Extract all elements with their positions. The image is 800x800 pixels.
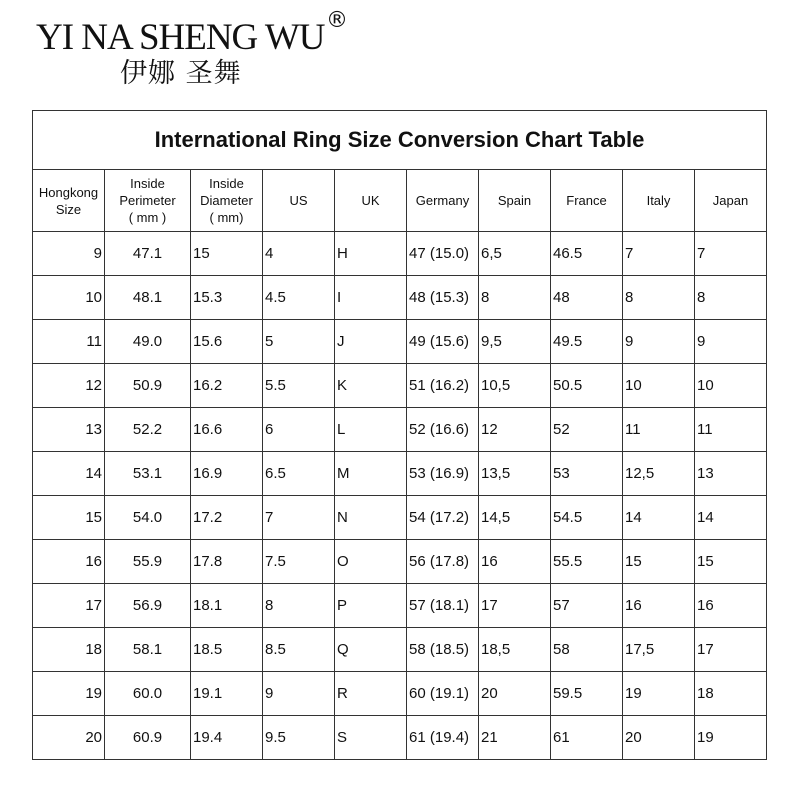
table-cell: 56.9 bbox=[105, 584, 191, 628]
table-cell: 60.0 bbox=[105, 672, 191, 716]
table-cell: 15 bbox=[695, 540, 767, 584]
table-cell: 7 bbox=[695, 232, 767, 276]
table-cell: 11 bbox=[695, 408, 767, 452]
column-header-line: US bbox=[289, 193, 308, 208]
table-cell: 10,5 bbox=[479, 364, 551, 408]
table-cell: 59.5 bbox=[551, 672, 623, 716]
table-cell: 17,5 bbox=[623, 628, 695, 672]
table-cell: S bbox=[335, 716, 407, 760]
table-cell: 17.8 bbox=[191, 540, 263, 584]
table-cell: 15.3 bbox=[191, 276, 263, 320]
table-body bbox=[33, 232, 767, 760]
table-cell: 48 (15.3) bbox=[407, 276, 479, 320]
table-cell: 52 bbox=[551, 408, 623, 452]
table-cell: 57 (18.1) bbox=[407, 584, 479, 628]
table-cell: 14 bbox=[695, 496, 767, 540]
column-header bbox=[33, 170, 105, 232]
column-header-line: ( mm) bbox=[209, 210, 244, 225]
table-cell: 6.5 bbox=[263, 452, 335, 496]
column-header-line: ( mm ) bbox=[128, 210, 167, 225]
table-cell: 9 bbox=[695, 320, 767, 364]
table-cell: 18.1 bbox=[191, 584, 263, 628]
table-cell: 8 bbox=[695, 276, 767, 320]
table-cell: 18 bbox=[695, 672, 767, 716]
table-cell: 19 bbox=[623, 672, 695, 716]
table-cell: 58 (18.5) bbox=[407, 628, 479, 672]
column-header-line: Inside bbox=[209, 176, 244, 191]
table-cell: 19.1 bbox=[191, 672, 263, 716]
column-header-line: Spain bbox=[497, 193, 532, 208]
table-cell: 11 bbox=[623, 408, 695, 452]
table-cell: 16 bbox=[479, 540, 551, 584]
table-cell: 49 (15.6) bbox=[407, 320, 479, 364]
table-cell: 6,5 bbox=[479, 232, 551, 276]
table-cell: 58.1 bbox=[105, 628, 191, 672]
table-row bbox=[33, 408, 767, 452]
table-cell: 53 (16.9) bbox=[407, 452, 479, 496]
table-cell: 50.9 bbox=[105, 364, 191, 408]
table-cell: 15 bbox=[33, 496, 105, 540]
table-cell: 60.9 bbox=[105, 716, 191, 760]
table-cell: 7 bbox=[263, 496, 335, 540]
column-header-line: Hongkong bbox=[38, 184, 99, 200]
column-header-line: Japan bbox=[712, 193, 749, 208]
column-header bbox=[551, 170, 623, 232]
table-cell: 16.2 bbox=[191, 364, 263, 408]
table-cell: 9,5 bbox=[479, 320, 551, 364]
table-cell: 9 bbox=[33, 232, 105, 276]
table-cell: 9 bbox=[263, 672, 335, 716]
column-header-line: Italy bbox=[646, 193, 671, 208]
table-cell: 52.2 bbox=[105, 408, 191, 452]
table-cell: P bbox=[335, 584, 407, 628]
table-row bbox=[33, 320, 767, 364]
table-cell: 17 bbox=[695, 628, 767, 672]
column-header bbox=[695, 170, 767, 232]
table-cell: 55.9 bbox=[105, 540, 191, 584]
table-cell: 17 bbox=[33, 584, 105, 628]
column-header-line: Size bbox=[55, 201, 82, 217]
table-cell: 47.1 bbox=[105, 232, 191, 276]
table-row bbox=[33, 364, 767, 408]
brand-chinese-name: 伊娜 圣舞 bbox=[120, 58, 242, 89]
table-row bbox=[33, 496, 767, 540]
table-cell: 50.5 bbox=[551, 364, 623, 408]
table-cell: 15.6 bbox=[191, 320, 263, 364]
table-cell: 51 (16.2) bbox=[407, 364, 479, 408]
table-cell: 46.5 bbox=[551, 232, 623, 276]
column-header bbox=[335, 170, 407, 232]
table-cell: R bbox=[335, 672, 407, 716]
table-cell: 53 bbox=[551, 452, 623, 496]
table-cell: 9.5 bbox=[263, 716, 335, 760]
table-cell: Q bbox=[335, 628, 407, 672]
table-cell: 47 (15.0) bbox=[407, 232, 479, 276]
table-cell: 7.5 bbox=[263, 540, 335, 584]
column-header-line: Germany bbox=[415, 193, 470, 208]
table-row bbox=[33, 452, 767, 496]
brand-name: YI NA SHENG WU bbox=[36, 17, 325, 58]
table-cell: 19.4 bbox=[191, 716, 263, 760]
table-row bbox=[33, 672, 767, 716]
table-cell: 4.5 bbox=[263, 276, 335, 320]
table-cell: 49.5 bbox=[551, 320, 623, 364]
column-header bbox=[407, 170, 479, 232]
table-title: International Ring Size Conversion Chart Table bbox=[33, 111, 767, 170]
table-cell: 4 bbox=[263, 232, 335, 276]
table-cell: O bbox=[335, 540, 407, 584]
table-cell: 8.5 bbox=[263, 628, 335, 672]
table-cell: 18 bbox=[33, 628, 105, 672]
registered-mark: ® bbox=[326, 8, 348, 33]
table-cell: 16.6 bbox=[191, 408, 263, 452]
table-cell: 14 bbox=[623, 496, 695, 540]
table-cell: H bbox=[335, 232, 407, 276]
table-cell: 12,5 bbox=[623, 452, 695, 496]
table-cell: 20 bbox=[623, 716, 695, 760]
column-header bbox=[191, 170, 263, 232]
table-cell: 12 bbox=[479, 408, 551, 452]
table-cell: 5 bbox=[263, 320, 335, 364]
table-cell: 16 bbox=[33, 540, 105, 584]
table-cell: 10 bbox=[623, 364, 695, 408]
table-row bbox=[33, 584, 767, 628]
table-cell: 54 (17.2) bbox=[407, 496, 479, 540]
table-cell: K bbox=[335, 364, 407, 408]
table-cell: 8 bbox=[623, 276, 695, 320]
table-cell: J bbox=[335, 320, 407, 364]
table-cell: 12 bbox=[33, 364, 105, 408]
table-cell: 48.1 bbox=[105, 276, 191, 320]
table-cell: 13 bbox=[695, 452, 767, 496]
table-cell: 54.5 bbox=[551, 496, 623, 540]
table-cell: 8 bbox=[479, 276, 551, 320]
table-cell: 17.2 bbox=[191, 496, 263, 540]
table-cell: 19 bbox=[695, 716, 767, 760]
column-header bbox=[479, 170, 551, 232]
table-cell: 15 bbox=[191, 232, 263, 276]
table-cell: 16 bbox=[623, 584, 695, 628]
table-cell: I bbox=[335, 276, 407, 320]
table-cell: 49.0 bbox=[105, 320, 191, 364]
table-cell: 16.9 bbox=[191, 452, 263, 496]
brand-logo bbox=[36, 8, 366, 96]
table-cell: 56 (17.8) bbox=[407, 540, 479, 584]
column-header-line: France bbox=[566, 193, 607, 208]
table-row bbox=[33, 716, 767, 760]
table-cell: 20 bbox=[33, 716, 105, 760]
ring-size-table bbox=[32, 110, 767, 760]
table-cell: 54.0 bbox=[105, 496, 191, 540]
table-cell: 11 bbox=[33, 320, 105, 364]
table-cell: 8 bbox=[263, 584, 335, 628]
table-cell: 13 bbox=[33, 408, 105, 452]
table-cell: 21 bbox=[479, 716, 551, 760]
table-cell: 52 (16.6) bbox=[407, 408, 479, 452]
column-header bbox=[623, 170, 695, 232]
table-cell: 10 bbox=[695, 364, 767, 408]
ring-size-chart bbox=[32, 110, 766, 758]
table-cell: 60 (19.1) bbox=[407, 672, 479, 716]
table-cell: 15 bbox=[623, 540, 695, 584]
table-cell: 19 bbox=[33, 672, 105, 716]
table-row bbox=[33, 276, 767, 320]
table-cell: 48 bbox=[551, 276, 623, 320]
table-row bbox=[33, 232, 767, 276]
table-cell: 18.5 bbox=[191, 628, 263, 672]
column-header-line: Inside bbox=[130, 176, 165, 191]
column-header-line: Diameter bbox=[200, 193, 253, 208]
table-cell: 6 bbox=[263, 408, 335, 452]
table-cell: 18,5 bbox=[479, 628, 551, 672]
table-cell: N bbox=[335, 496, 407, 540]
table-cell: 14,5 bbox=[479, 496, 551, 540]
column-header bbox=[105, 170, 191, 232]
table-header-row bbox=[33, 170, 767, 232]
table-cell: 53.1 bbox=[105, 452, 191, 496]
table-row bbox=[33, 628, 767, 672]
table-cell: 13,5 bbox=[479, 452, 551, 496]
table-cell: 61 (19.4) bbox=[407, 716, 479, 760]
table-cell: 58 bbox=[551, 628, 623, 672]
table-cell: L bbox=[335, 408, 407, 452]
table-cell: 14 bbox=[33, 452, 105, 496]
column-header bbox=[263, 170, 335, 232]
table-cell: 20 bbox=[479, 672, 551, 716]
column-header-line: UK bbox=[361, 193, 380, 208]
table-cell: 16 bbox=[695, 584, 767, 628]
column-header-line: Perimeter bbox=[119, 193, 176, 208]
table-cell: 5.5 bbox=[263, 364, 335, 408]
table-cell: M bbox=[335, 452, 407, 496]
table-cell: 57 bbox=[551, 584, 623, 628]
table-cell: 7 bbox=[623, 232, 695, 276]
table-cell: 17 bbox=[479, 584, 551, 628]
table-cell: 61 bbox=[551, 716, 623, 760]
table-cell: 9 bbox=[623, 320, 695, 364]
table-cell: 55.5 bbox=[551, 540, 623, 584]
table-cell: 10 bbox=[33, 276, 105, 320]
table-row bbox=[33, 540, 767, 584]
